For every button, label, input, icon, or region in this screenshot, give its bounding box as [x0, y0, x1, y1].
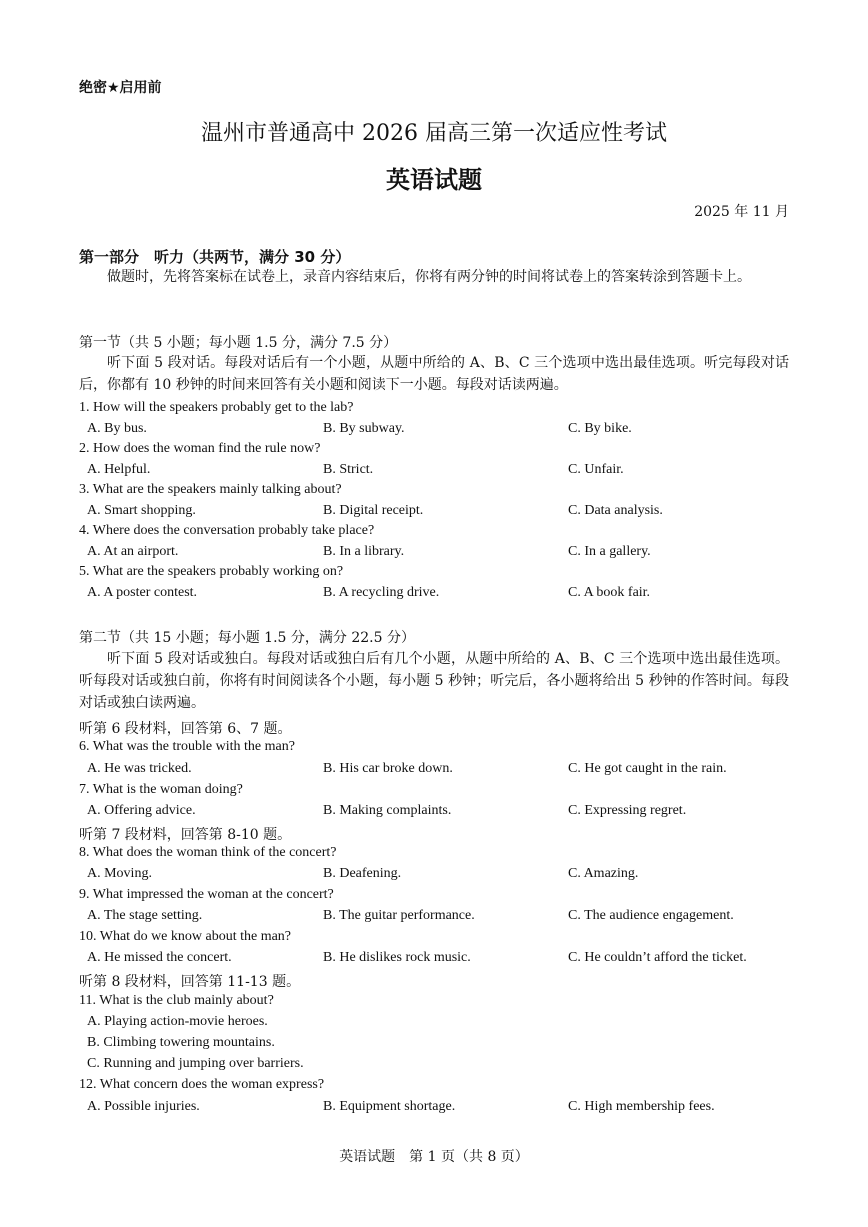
q4-option-b: B. In a library.: [323, 544, 405, 559]
q10-option-b: B. He dislikes rock music.: [323, 950, 471, 965]
material-7-label: 听第 7 段材料，回答第 8-10 题。: [79, 827, 292, 843]
confidential-label: 绝密★启用前: [79, 80, 162, 96]
exam-subtitle: 英语试题: [386, 166, 482, 194]
q7-option-a: A. Offering advice.: [87, 803, 196, 818]
q9-option-c: C. The audience engagement.: [568, 908, 734, 923]
q4-option-c: C. In a gallery.: [568, 544, 651, 559]
q6-option-a: A. He was tricked.: [87, 761, 192, 776]
section1-heading: 第一节（共 5 小题；每小题 1.5 分，满分 7.5 分）: [79, 335, 398, 351]
question-8: 8. What does the woman think of the concert?: [79, 845, 337, 860]
q10-option-a: A. He missed the concert.: [87, 950, 232, 965]
q1-option-c: C. By bike.: [568, 421, 632, 436]
question-2: 2. How does the woman find the rule now?: [79, 441, 321, 456]
q5-option-c: C. A book fair.: [568, 585, 651, 600]
q8-option-b: B. Deafening.: [323, 866, 402, 881]
exam-date: 2025 年 11 月: [694, 204, 789, 220]
question-12: 12. What concern does the woman express?: [79, 1077, 325, 1092]
q6-option-c: C. He got caught in the rain.: [568, 761, 727, 776]
material-6-label: 听第 6 段材料，回答第 6、7 题。: [79, 721, 292, 737]
q3-option-a: A. Smart shopping.: [87, 503, 196, 518]
question-11: 11. What is the club mainly about?: [79, 993, 274, 1008]
q10-option-c: C. He couldn’t afford the ticket.: [568, 950, 747, 965]
q6-option-b: B. His car broke down.: [323, 761, 453, 776]
q8-option-a: A. Moving.: [87, 866, 152, 881]
exam-title: 温州市普通高中 2026 届高三第一次适应性考试: [201, 121, 667, 146]
section2-instructions: 听下面 5 段对话或独白。每段对话或独白后有几个小题，从题中所给的 A、B、C 三个选项中选出最佳选项。听每段对话或独白前，你将有时间阅读各个小题，每小题 5 秒钟；听完后，各小题将给出 5 秒钟的作答时间。每段对话或独白读两遍。: [79, 651, 789, 711]
page-footer: 英语试题 第 1 页（共 8 页）: [339, 1149, 529, 1165]
question-1: 1. How will the speakers probably get to the lab?: [79, 400, 354, 415]
question-6: 6. What was the trouble with the man?: [79, 739, 295, 754]
section2-heading: 第二节（共 15 小题；每小题 1.5 分，满分 22.5 分）: [79, 630, 415, 646]
q3-option-b: B. Digital receipt.: [323, 503, 424, 518]
question-10: 10. What do we know about the man?: [79, 929, 292, 944]
q7-option-c: C. Expressing regret.: [568, 803, 687, 818]
q1-option-b: B. By subway.: [323, 421, 405, 436]
q11-option-a: A. Playing action-movie heroes.: [87, 1014, 268, 1029]
q9-option-b: B. The guitar performance.: [323, 908, 475, 923]
question-9: 9. What impressed the woman at the concert?: [79, 887, 334, 902]
question-3: 3. What are the speakers mainly talking about?: [79, 482, 342, 497]
q11-option-c: C. Running and jumping over barriers.: [87, 1056, 304, 1071]
q2-option-a: A. Helpful.: [87, 462, 151, 477]
q5-option-b: B. A recycling drive.: [323, 585, 440, 600]
q2-option-c: C. Unfair.: [568, 462, 624, 477]
q9-option-a: A. The stage setting.: [87, 908, 203, 923]
q5-option-a: A. A poster contest.: [87, 585, 198, 600]
q12-option-b: B. Equipment shortage.: [323, 1099, 456, 1114]
material-8-label: 听第 8 段材料，回答第 11-13 题。: [79, 974, 301, 990]
section1-instructions: 听下面 5 段对话。每段对话后有一个小题，从题中所给的 A、B、C 三个选项中选出最佳选项。听完每段对话后，你都有 10 秒钟的时间来回答有关小题和阅读下一小题。每段对话读两遍。: [79, 355, 789, 393]
q3-option-c: C. Data analysis.: [568, 503, 663, 518]
q12-option-c: C. High membership fees.: [568, 1099, 715, 1114]
q7-option-b: B. Making complaints.: [323, 803, 452, 818]
question-7: 7. What is the woman doing?: [79, 782, 243, 797]
question-5: 5. What are the speakers probably working on?: [79, 564, 344, 579]
q1-option-a: A. By bus.: [87, 421, 147, 436]
q8-option-c: C. Amazing.: [568, 866, 639, 881]
question-4: 4. Where does the conversation probably take place?: [79, 523, 375, 538]
q11-option-b: B. Climbing towering mountains.: [87, 1035, 275, 1050]
part1-instructions: 做题时，先将答案标在试卷上，录音内容结束后，你将有两分钟的时间将试卷上的答案转涂到答题卡上。: [107, 269, 751, 285]
q4-option-a: A. At an airport.: [87, 544, 179, 559]
q12-option-a: A. Possible injuries.: [87, 1099, 200, 1114]
q2-option-b: B. Strict.: [323, 462, 374, 477]
part1-heading: 第一部分 听力（共两节，满分 30 分）: [79, 248, 351, 266]
